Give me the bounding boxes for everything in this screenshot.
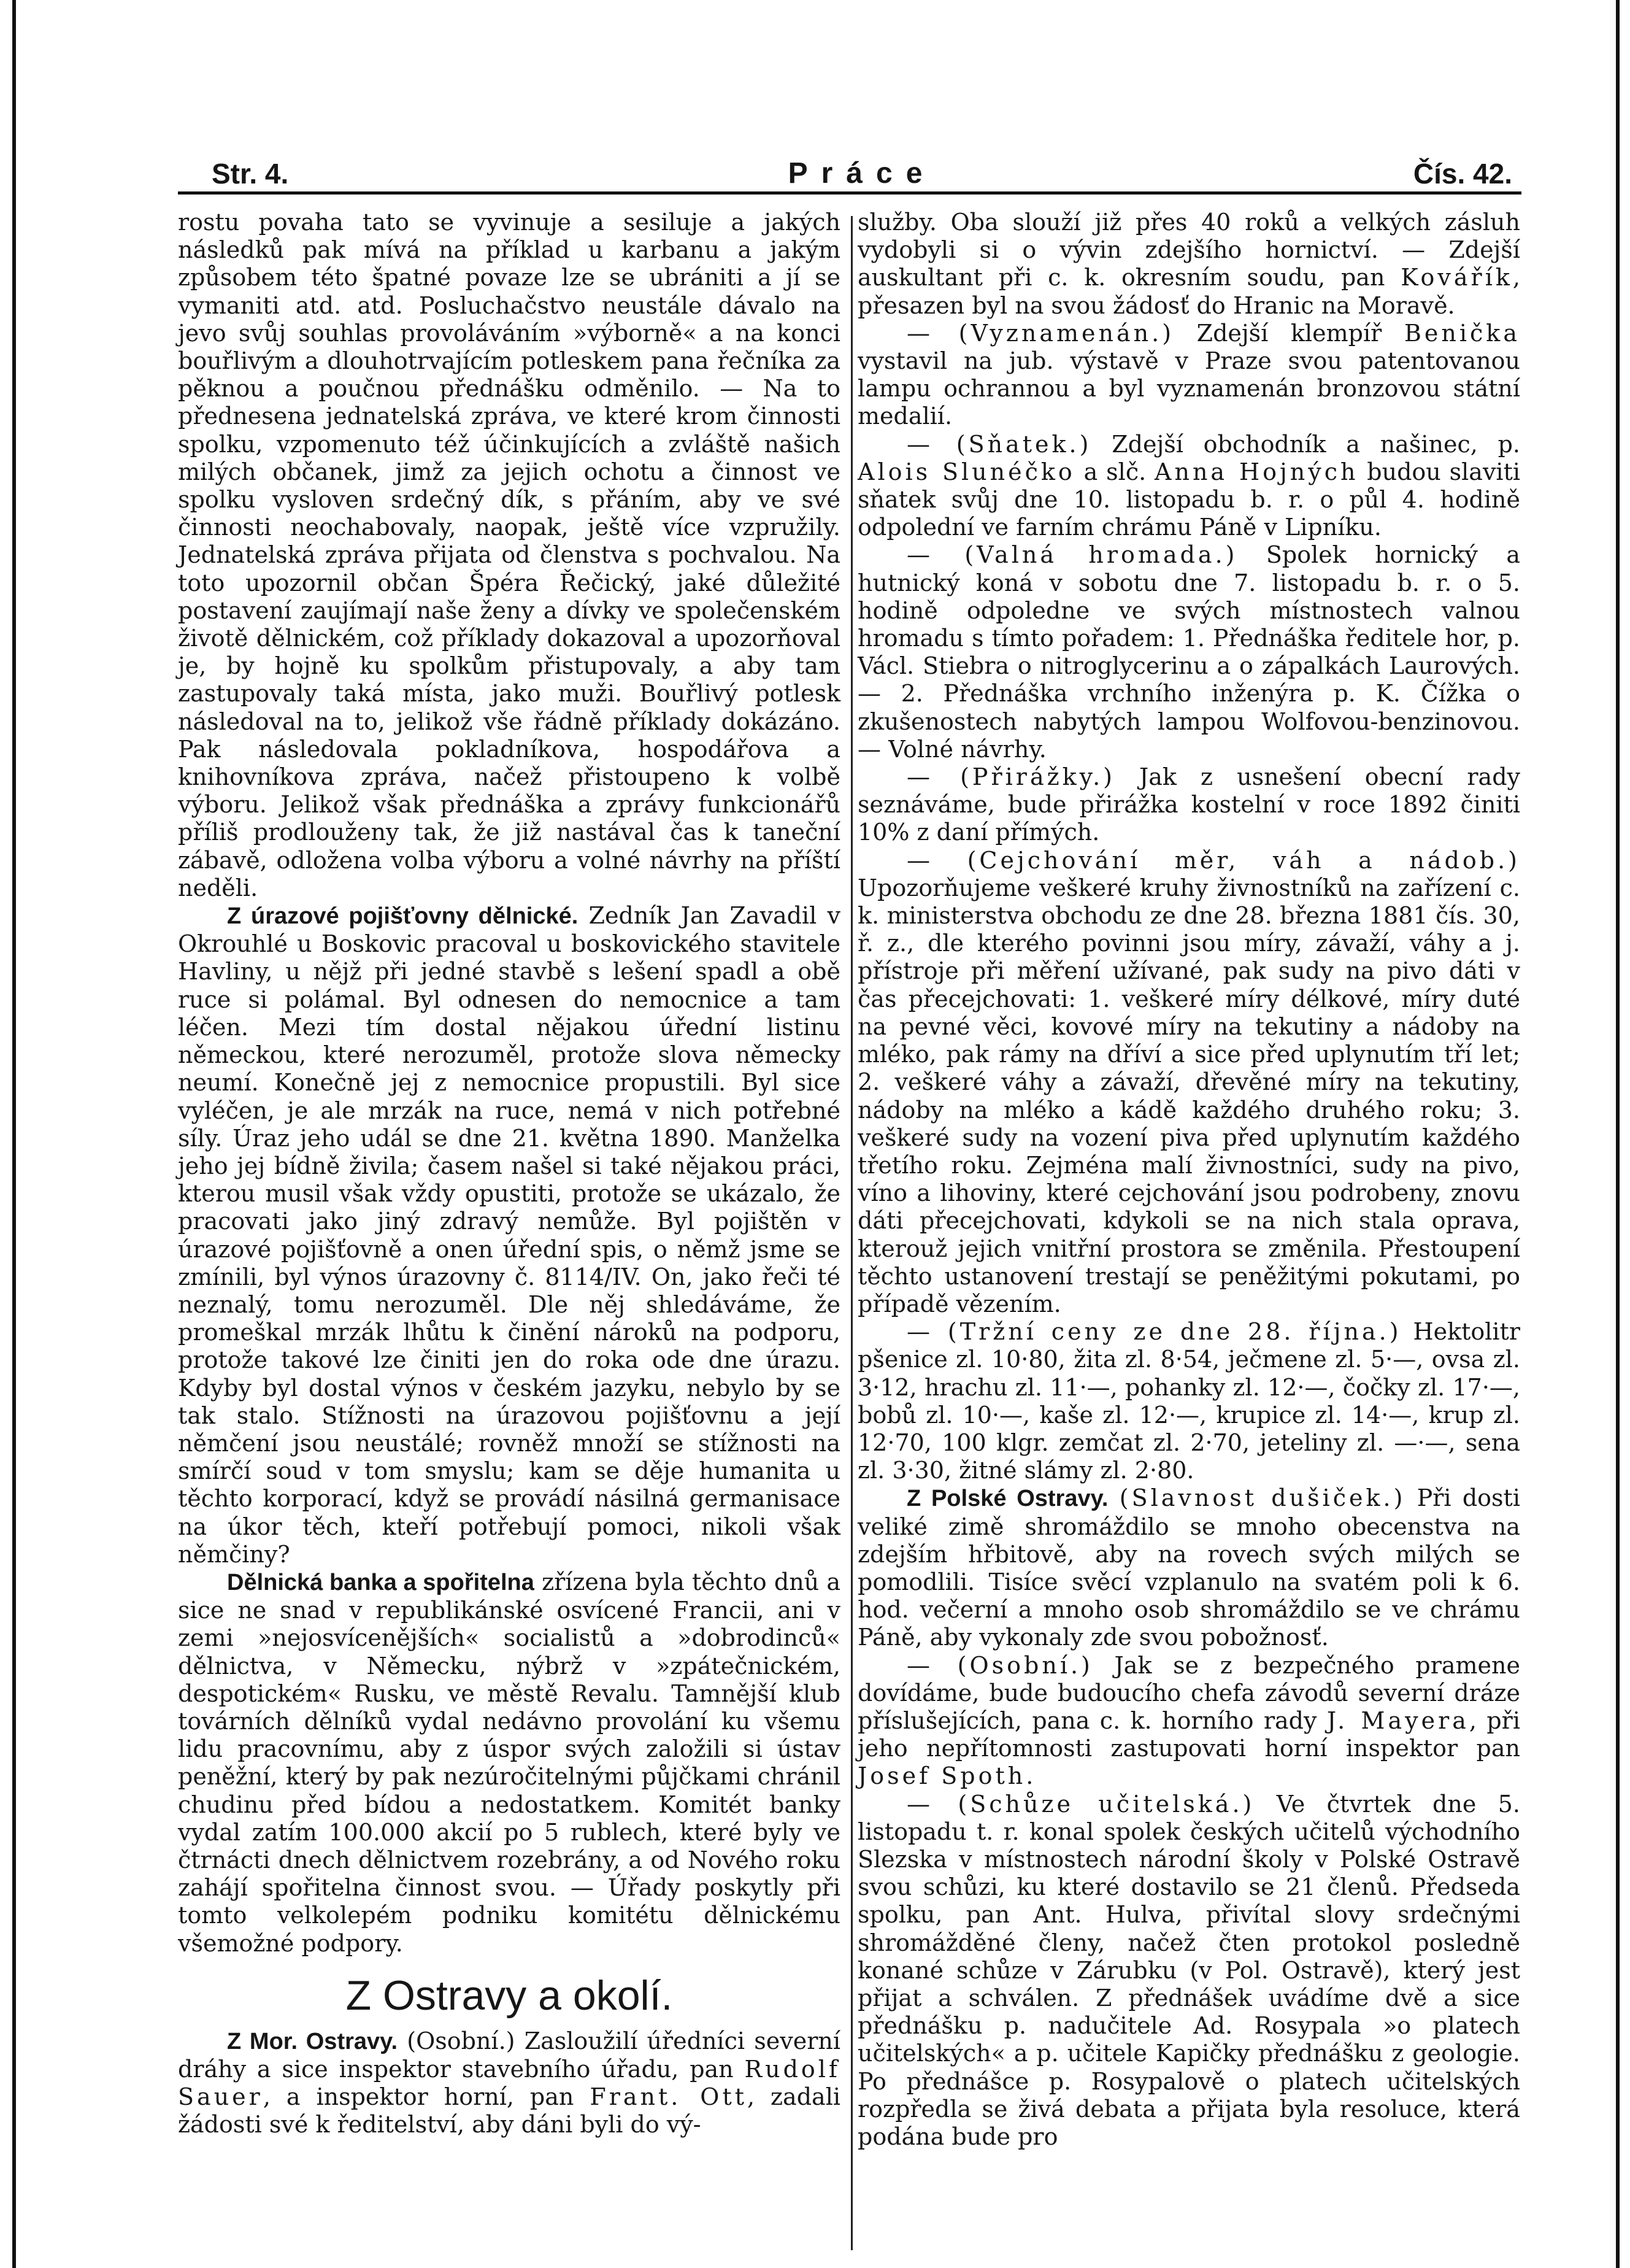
article-heading: Z Polské Ostravy. [907, 1486, 1109, 1512]
page-header [212, 152, 1512, 195]
article-polska-ostrava: Z Polské Ostravy. (Slavnost dušiček.) Při dosti veliké zimě shromáždilo se mnoho obecenstva na zdejším hřbitově, aby na rovech svých milých se pomodlili. Tisíce svěcí vzplanulo na svatém poli k 6. hod. večerní a mnoho osob shromáždilo se ve chrámu Páně, aby vykonaly zde svou pobožnosť. [858, 1484, 1520, 1651]
column-divider [851, 216, 853, 2250]
article-continuation: rostu povaha tato se vyvinuje a sesiluje a jakých následků pak mívá na příklad u karbanu a jakým způsobem této špatné povaze lze se ubrániti a jí se vymaniti atd. atd. Posluchačstvo neustále dávalo na jevo svůj souhlas provoláváním »výborně« a na konci bouřlivým a dlouhotrvajícím potleskem pana řečníka za pěknou a poučnou přednášku odměnilo. — Na to přednesena jednatelská zpráva, ve které krom činnosti spolku, vzpomenuto též účinkujících a zvláště našich milých občanek, jimž za jejich ochotu a činnost ve spolku vysloven srdečný dík, s přáním, aby ve své činnosti neochabovaly, naopak, ještě více vzpružily. Jednatelská zpráva přijata od členstva s pochvalou. Na toto upozornil občan Špéra Řečický, jaké důležité postavení zaujímají naše ženy a dívky ve společenském životě dělnickém, což příklady dokazoval a upozorňoval je, by hojně ku spolkům přistupovaly, a aby tam zastupovaly taká místa, jako muži. Bouřlivý potlesk následoval na to, jelikož vše řádně příklady dokázáno. Pak následovala pokladníkova, hospodářova a knihovníkova zpráva, načež přistoupeno k volbě výboru. Jelikož však přednáška a zprávy funkcionářů příliš prodlouženy tak, že již nastával čas k taneční zábavě, odložena volba výboru a volné návrhy na příští neděli. [178, 209, 840, 901]
page-number: Str. 4. [212, 158, 289, 190]
news-item-snatek: — (Sňatek.) Zdejší obchodník a našinec, p. Alois Slunéčko a slč. Anna Hojných budou slaviti sňatek svůj dne 10. listopadu b. r. o půl 4. hodině odpolední ve farním chrámu Páně v Lipníku. [858, 430, 1521, 541]
article-continuation: služby. Oba slouží již přes 40 roků a velkých zásluh vydobyli si o vývin zdejšího hornictví. — Zdejší auskultant při c. k. okresním soudu, pan Kovářík, přesazen byl na svou žádosť do Hranic na Moravě. [858, 209, 1520, 319]
article-heading: Z Mor. Ostravy. [227, 2028, 398, 2054]
article-heading: Z úrazové pojišťovny dělnické. [227, 903, 579, 930]
article-uraz: Z úrazové pojišťovny dělnické. Zedník Jan Zavadil v Okrouhlé u Boskovic pracoval u boskovického stavitele Havliny, u nějž při jedné stavbě s lešení spadl a obě ruce si polámal. Byl odnesen do nemocnice a tam léčen. Mezi tím dostal nějakou úřední listinu německou, které nerozuměl, protože slova německy neumí. Konečně jej z nemocnice propustili. Byl sice vyléčen, je ale mrzák na ruce, nemá v nich potřebné síly. Úraz jeho udál se dne 21. května 1890. Manželka jeho jej bídně živila; časem našel si také nějakou práci, kterou musil však vždy opustiti, protože se ukázalo, že pracovati jako jiný zdravý nemůže. Byl pojištěn v úrazové pojišťovně a onen úřední spis, o němž jsme se zmínili, byl výnos úrazovny č. 8114/IV. On, jako řeči té neznalý, tomu nerozuměl. Dle něj shledáváme, že promeškal mrzák lhůtu k činění nároků na podporu, protože takové lze činiti jen do roka ode dne úrazu. Kdyby byl dostal výnos v českém jazyku, nebylo by se tak stalo. Stížnosti na úrazovou pojišťovnu a její němčení jsou neustálé; rovněž množí se stížnosti na smírčí soud v tom smyslu; kam se děje humanita u těchto korporací, když se provádí násilná germanisace na úkor těch, kteří potřebují pomoci, nikoli však němčiny? [178, 902, 840, 1568]
left-column [178, 209, 840, 2139]
header-rule [178, 191, 1521, 195]
section-title: Z Ostravy a okolí. [345, 1972, 673, 2019]
article-mor-ostrava: Z Mor. Ostravy. (Osobní.) Zasloužilí úředníci severní dráhy a sice inspektor stavebního úřadu, pan Rudolf Sauer, a inspektor horní, pan Frant. Ott, zadali žádosti své k ředitelství, aby dáni byli do vý- [178, 2027, 841, 2139]
news-item-prirazky: — (Přirážky.) Jak z usnešení obecní rady seznáváme, bude přirážka kostelní v roce 1892 činiti 10% z daní přímých. [858, 763, 1520, 846]
news-item-trzni-ceny: — (Tržní ceny ze dne 28. října.) Hektolitr pšenice zl. 10·80, žita zl. 8·54, ječmene zl. 5·—, ovsa zl. 3·12, hrachu zl. 11·—, pohanky zl. 12·—, čočky zl. 17·—, bobů zl. 10·—, kaše zl. 12·—, krupice zl. 14·—, krup zl. 12·70, 100 klgr. zemčat zl. 2·70, jeteliny zl. —·—, sena zl. 3·30, žitné slámy zl. 2·80. [858, 1318, 1520, 1484]
article-banka: Dělnická banka a spořitelna zřízena byla těchto dnů a sice ne snad v republikánské osvícené Francii, ani v zemi »nejosvícenějších« socialistů a »dobrodinců« dělnictva, v Německu, nýbrž v »zpátečnickém, despotickém« Rusku, ve městě Revalu. Tamnější klub továrních dělníků vydal nedávno provolání ku všemu lidu pracovnímu, aby z úspor svých založili si ústav peněžní, který by pak nezúročitelnými půjčkami chránil chudinu před bídou a nedostatkem. Komitét banky vydal zatím 100.000 akcií po 5 rublech, které byly ve čtrnácti dnech dělnictvem rozebrány, a od Nového roku zahájí spořitelna činnost svou. — Úřady poskytly při tomto velkolepém podniku komitétu dělnickému všemožné podpory. [178, 1568, 840, 1957]
news-item-cejchovani: — (Cejchování měr, váh a nádob.) Upozorňujeme veškeré kruhy živnostníků na zařízení c. k. ministerstva obchodu ze dne 28. března 1881 čís. 30, ř. z., dle kterého povinni jsou míry, závaží, váhy a j. přístroje při měření užívané, pak sudy na pivo dáti v čas přecejchovati: 1. veškeré míry délkové, míry duté na pevné věci, kovové míry na tekutiny a nádoby na mléko, pak rámy na dříví a sice před uplynutím tří let; 2. veškeré váhy a závaží, dřevěné míry na tekutiny, nádoby na mléko a kádě každého druhého roku; 3. veškeré sudy na vození piva před uplynutím každého třetího roku. Zejména malí živnostníci, sudy na pivo, víno a lihoviny, které cejchování jsou podrobeny, znovu dáti přecejchovati, kdykoli se na nich stala oprava, kterouž jejich vnitřní prostora se změnila. Přestoupení těchto ustanovení trestají se peněžitými pokutami, po případě vězením. [858, 846, 1520, 1317]
right-column [858, 209, 1520, 2151]
news-item-valna-hromada: — (Valná hromada.) Spolek hornický a hutnický koná v sobotu dne 7. listopadu b. r. o 5. hodině odpoledne ve svých místnostech valnou hromadu s tímto pořadem: 1. Přednáška ředitele hor, p. Václ. Stiebra o nitroglycerinu a o zápalkách Laurových. — 2. Přednáška vrchního inženýra p. K. Čížka o zkušenostech nabytých lampou Wolfovou-benzinovou. — Volné návrhy. [858, 541, 1521, 763]
news-item-schuze: — (Schůze učitelská.) Ve čtvrtek dne 5. listopadu t. r. konal spolek českých učitelů východního Slezska v místnostech národní školy v Polské Ostravě svou schůzi, ku které dostavilo se 21 členů. Předseda spolku, pan Ant. Hulva, přivítal slovy srdečnými shromážděné členy, načež čten protokol posledně konané schůze v Zárubku (v Pol. Ostravě), který jest přijat a schválen. Z přednášek uvádíme dvě a sice přednášku p. nadučitele Ad. Rosypala »o platech učitelských« a p. učitele Kapičky přednášku z geologie. Po přednášce p. Rosypalově o platech učitelských rozpředla se živá debata a přijata byla resoluce, která podána bude pro [858, 1790, 1520, 2151]
newspaper-title: Práce [788, 157, 936, 190]
news-item-osobni: — (Osobní.) Jak se z bezpečného pramene dovídáme, bude budoucího chefa závodů severní dráze příslušejících, pana c. k. horního rady J. Mayera, při jeho nepřítomnosti zastupovati horní inspektor pan Josef Spoth. [858, 1651, 1520, 1790]
article-heading: Dělnická banka a spořitelna [227, 1569, 534, 1595]
issue-number: Čís. 42. [1413, 158, 1512, 190]
news-item-vyznamenan: — (Vyznamenán.) Zdejší klempíř Benička vystavil na jub. výstavě v Praze svou patentovanou lampu ochrannou a byl vyznamenán bronzovou státní medalií. [858, 319, 1520, 430]
